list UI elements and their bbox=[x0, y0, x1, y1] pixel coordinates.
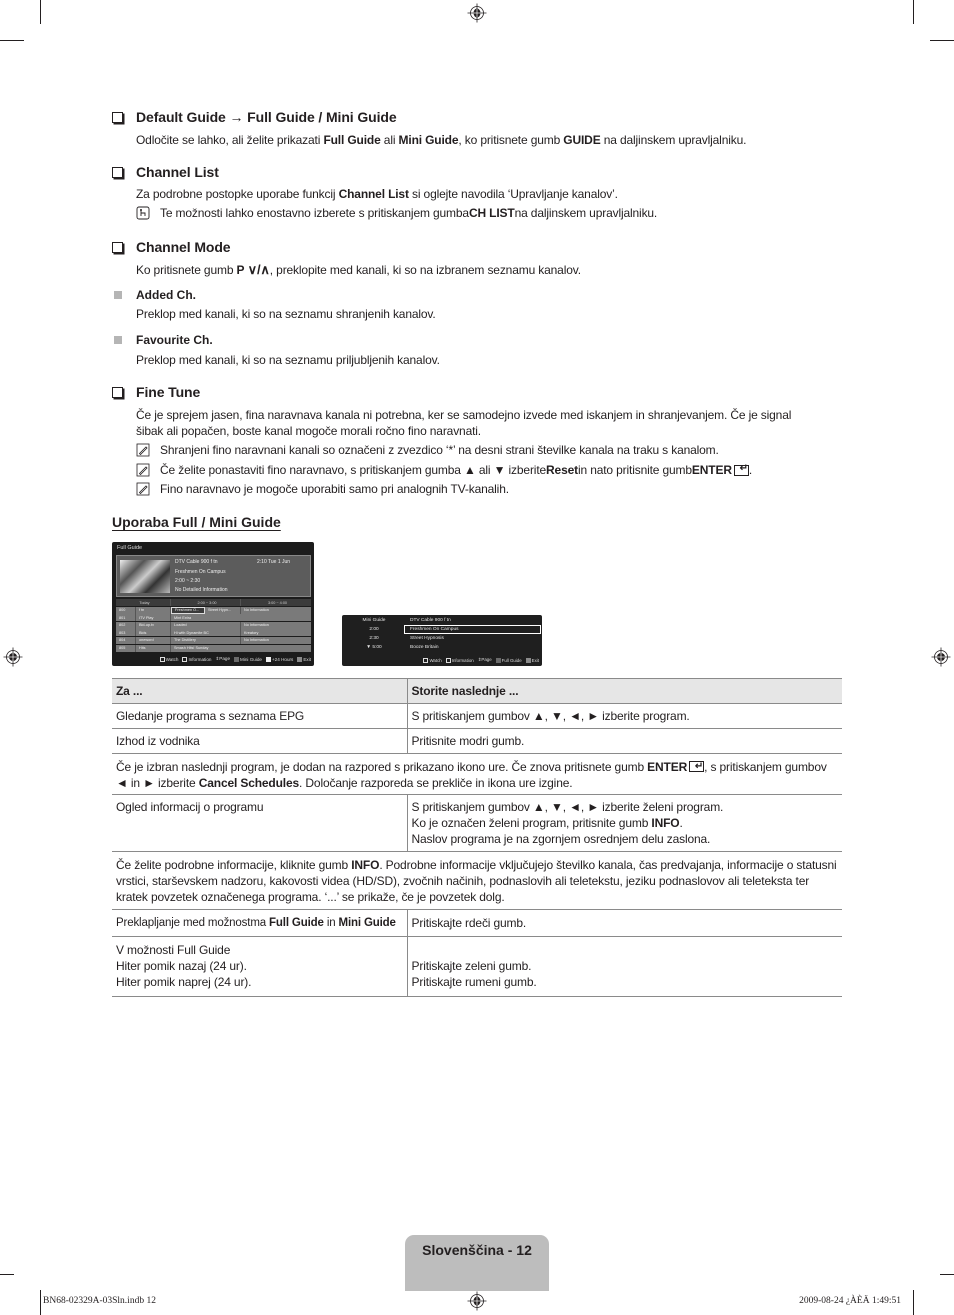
added-ch-desc: Preklop med kanali, ki so na seznamu shranjenih kanalov. bbox=[136, 307, 436, 321]
scroll-down-icon: ▼ bbox=[366, 645, 373, 650]
registration-mark-icon bbox=[467, 1291, 487, 1311]
page-button[interactable]: ⇕Page bbox=[215, 656, 231, 661]
mini-guide-row[interactable]: 2:30 Street Hypnosis bbox=[369, 636, 444, 641]
guide-actions-table bbox=[112, 678, 842, 997]
section-heading-default-guide: Default Guide → Full Guide / Mini Guide bbox=[112, 109, 397, 125]
remote-button-icon bbox=[136, 206, 150, 220]
crop-mark bbox=[913, 1290, 914, 1315]
note-pencil-icon bbox=[136, 482, 150, 496]
checkbox-bullet-icon bbox=[112, 112, 123, 123]
exit-button[interactable]: Exit bbox=[526, 658, 539, 663]
crop-mark bbox=[0, 40, 24, 41]
watch-button[interactable]: Watch bbox=[423, 658, 441, 663]
crop-mark bbox=[913, 0, 914, 24]
favourite-ch-desc: Preklop med kanali, ki so na seznamu priljubljenih kanalov. bbox=[136, 353, 440, 367]
checkbox-bullet-icon bbox=[112, 387, 123, 398]
note-pencil-icon bbox=[136, 443, 150, 457]
channel-mode-text: Ko pritisnete gumb P ∨/∧, preklopite med kanali, ki so na izbranem seznamu kanalov. bbox=[136, 262, 581, 277]
checkbox-bullet-icon bbox=[112, 242, 123, 253]
table-header-cell: Za ... bbox=[112, 679, 407, 704]
fine-tune-note-3: Fino naravnavo je mogoče uporabiti samo pri analognih TV-kanalih. bbox=[136, 482, 509, 496]
full-guide-grid bbox=[116, 599, 311, 652]
channel-list-text: Za podrobne postopke uporabe funkcij Channel List si oglejte navodila ‘Upravljanje kanalov’. bbox=[136, 187, 618, 201]
crop-mark bbox=[930, 40, 954, 41]
section-heading-fine-tune: Fine Tune bbox=[112, 384, 200, 400]
exit-button[interactable]: Exit bbox=[297, 657, 311, 662]
full-guide-screen bbox=[112, 542, 314, 666]
mini-guide-header: Mini Guide DTV Cable 900 f tn bbox=[362, 618, 451, 623]
channel-list-note: Te možnosti lahko enostavno izberete s pritiskanjem gumba CH LIST na daljinskem upravljalniku. bbox=[136, 206, 657, 220]
information-button[interactable]: Information bbox=[182, 657, 211, 662]
registration-mark-icon bbox=[931, 647, 951, 667]
mini-guide-footer bbox=[423, 657, 539, 663]
table-header-row bbox=[112, 679, 842, 704]
registration-mark-icon bbox=[3, 647, 23, 667]
note-pencil-icon bbox=[136, 463, 150, 477]
full-guide-button[interactable]: Full Guide bbox=[496, 658, 522, 663]
mini-guide-button[interactable]: Mini Guide bbox=[234, 657, 262, 662]
table-header-cell: Storite naslednje ... bbox=[407, 679, 842, 704]
crop-mark bbox=[40, 0, 41, 24]
mini-guide-row[interactable]: 2:00 Freshmen On Campus bbox=[369, 627, 459, 632]
grid-header: Today 2:00 ~ 3:00 3:00 ~ 4:00 bbox=[116, 599, 311, 606]
mini-guide-screen bbox=[342, 615, 542, 666]
blue-key-icon bbox=[297, 657, 302, 662]
print-timestamp: 2009-08-24 ¿ÀÈÄ 1:49:51 bbox=[799, 1296, 901, 1306]
section-heading-channel-mode: Channel Mode bbox=[112, 239, 230, 255]
full-guide-footer bbox=[112, 656, 314, 662]
enter-key-icon bbox=[734, 465, 749, 476]
page-button[interactable]: ⇕Page bbox=[477, 657, 492, 662]
full-guide-title: Full Guide bbox=[117, 545, 143, 551]
red-key-icon bbox=[496, 658, 501, 663]
square-bullet-icon bbox=[114, 336, 122, 344]
channel-up-down-icon: ∨/∧ bbox=[247, 262, 270, 277]
red-key-icon bbox=[234, 657, 239, 662]
added-ch-title: Added Ch. bbox=[136, 288, 196, 302]
page-updown-icon: ⇕ bbox=[477, 657, 482, 662]
table-row: Preklapljanje med možnostma Full Guide in Mini Guide Pritiskajte rdeči gumb. bbox=[112, 910, 842, 937]
favourite-ch-title: Favourite Ch. bbox=[136, 333, 213, 347]
registration-mark-icon bbox=[467, 3, 487, 23]
grid-row[interactable]: 804 oneword The Distillery No Information bbox=[116, 637, 311, 644]
information-button[interactable]: Information bbox=[446, 658, 474, 663]
full-guide-info-panel: DTV Cable 900 f tn 2:10 Tue 1 Jun Freshmen On Campus 2:00 ~ 2:30 No Detailed Information bbox=[116, 555, 311, 597]
page-updown-icon: ⇕ bbox=[215, 656, 220, 661]
grid-row[interactable]: 801 ITV Play Mint Extra bbox=[116, 614, 311, 621]
enter-key-icon bbox=[689, 761, 704, 772]
blue-key-icon bbox=[526, 658, 531, 663]
square-bullet-icon bbox=[114, 291, 122, 299]
fine-tune-note-2: Če želite ponastaviti fino naravnavo, s pritiskanjem gumba ▲ ali ▼ izberite Reset in nato pritisnite gumb ENTER ↵ . bbox=[136, 463, 752, 477]
grid-row[interactable]: 805 Hits Smash Hits! Sunday bbox=[116, 645, 311, 652]
watch-button[interactable]: Watch bbox=[160, 657, 179, 662]
table-row: Če je izbran naslednji program, je dodan na razpored s prikazano ikono ure. Če znova pritisnete gumb ENTER ↵ , s pritiskanjem gumbov ◄ in ► izberite Cancel Schedules. Določanje razporeda se prekliče in ikona ure izgine. bbox=[112, 754, 842, 795]
page-number-badge: Slovenščina - 12 bbox=[405, 1235, 549, 1291]
info-icon bbox=[446, 658, 451, 663]
print-file-info: BN68-02329A-03Sln.indb 12 bbox=[43, 1296, 156, 1306]
mini-guide-row[interactable]: ▼ 5:00 Booze Britain bbox=[366, 645, 439, 650]
table-row: Gledanje programa s seznama EPG S pritiskanjem gumbov ▲, ▼, ◄, ► izberite program. bbox=[112, 704, 842, 729]
table-row: Izhod iz vodnika Pritisnite modri gumb. bbox=[112, 729, 842, 754]
grid-row[interactable]: 802 Bid-up.tv Loaded No Information bbox=[116, 622, 311, 629]
plus-24-hours-button[interactable]: +24 Hours bbox=[266, 657, 293, 662]
crop-mark bbox=[40, 1290, 41, 1315]
crop-mark bbox=[940, 1274, 954, 1275]
info-icon bbox=[182, 657, 187, 662]
program-thumbnail bbox=[120, 560, 170, 593]
crop-mark bbox=[0, 1274, 14, 1275]
grid-row[interactable]: 800 f tn Freshmen O... Street Hypn... No Information bbox=[116, 607, 311, 614]
grid-row[interactable]: 803 Bids Hi with Dynamite BC Kreatory bbox=[116, 629, 311, 636]
table-row: V možnosti Full Guide Hiter pomik nazaj (24 ur). Hiter pomik naprej (24 ur). Pritiskajte zeleni gumb. Pritiskajte rumeni gumb. bbox=[112, 937, 842, 997]
uporaba-heading: Uporaba Full / Mini Guide bbox=[112, 514, 281, 530]
fine-tune-note-1: Shranjeni fino naravnani kanali so označeni z zvezdico ‘*’ na desni strani številke kanala na traku s kanalom. bbox=[136, 443, 719, 457]
yellow-key-icon bbox=[266, 657, 271, 662]
table-row: Ogled informacij o programu S pritiskanjem gumbov ▲, ▼, ◄, ► izberite želeni program. Ko je označen želeni program, pritisnite gumb INFO. Naslov programa je na zgornjem osrednjem delu zaslona. bbox=[112, 795, 842, 852]
enter-icon bbox=[423, 658, 428, 663]
table-row: Če želite podrobne informacije, kliknite gumb INFO. Podrobne informacije vključujejo številko kanala, čas predvajanja, informacije o statusni vrstici, starševskem nadzoru, kakovosti videa (HD/SD), zvočnih načinih, podnaslovih ali teletekstu, jeziku podnaslovov ali teleteksta ter kratek povzetek označenega programa. ‘...’ se prikaže, če je povzetek dolg. bbox=[112, 852, 842, 910]
fine-tune-text-line-2: šibak ali popačen, boste kanal mogoče morali ročno fino naravnati. bbox=[136, 424, 481, 438]
enter-icon bbox=[160, 657, 165, 662]
default-guide-text: Odločite se lahko, ali želite prikazati Full Guide ali Mini Guide, ko pritisnete gumb GUIDE na daljinskem upravljalniku. bbox=[136, 133, 747, 147]
checkbox-bullet-icon bbox=[112, 167, 123, 178]
fine-tune-text-line-1: Če je sprejem jasen, fina naravnava kanala ni potrebna, ker se samodejno izvede med iskanjem in shranjevanjem. Če je signal bbox=[136, 408, 792, 422]
section-heading-channel-list: Channel List bbox=[112, 164, 219, 180]
